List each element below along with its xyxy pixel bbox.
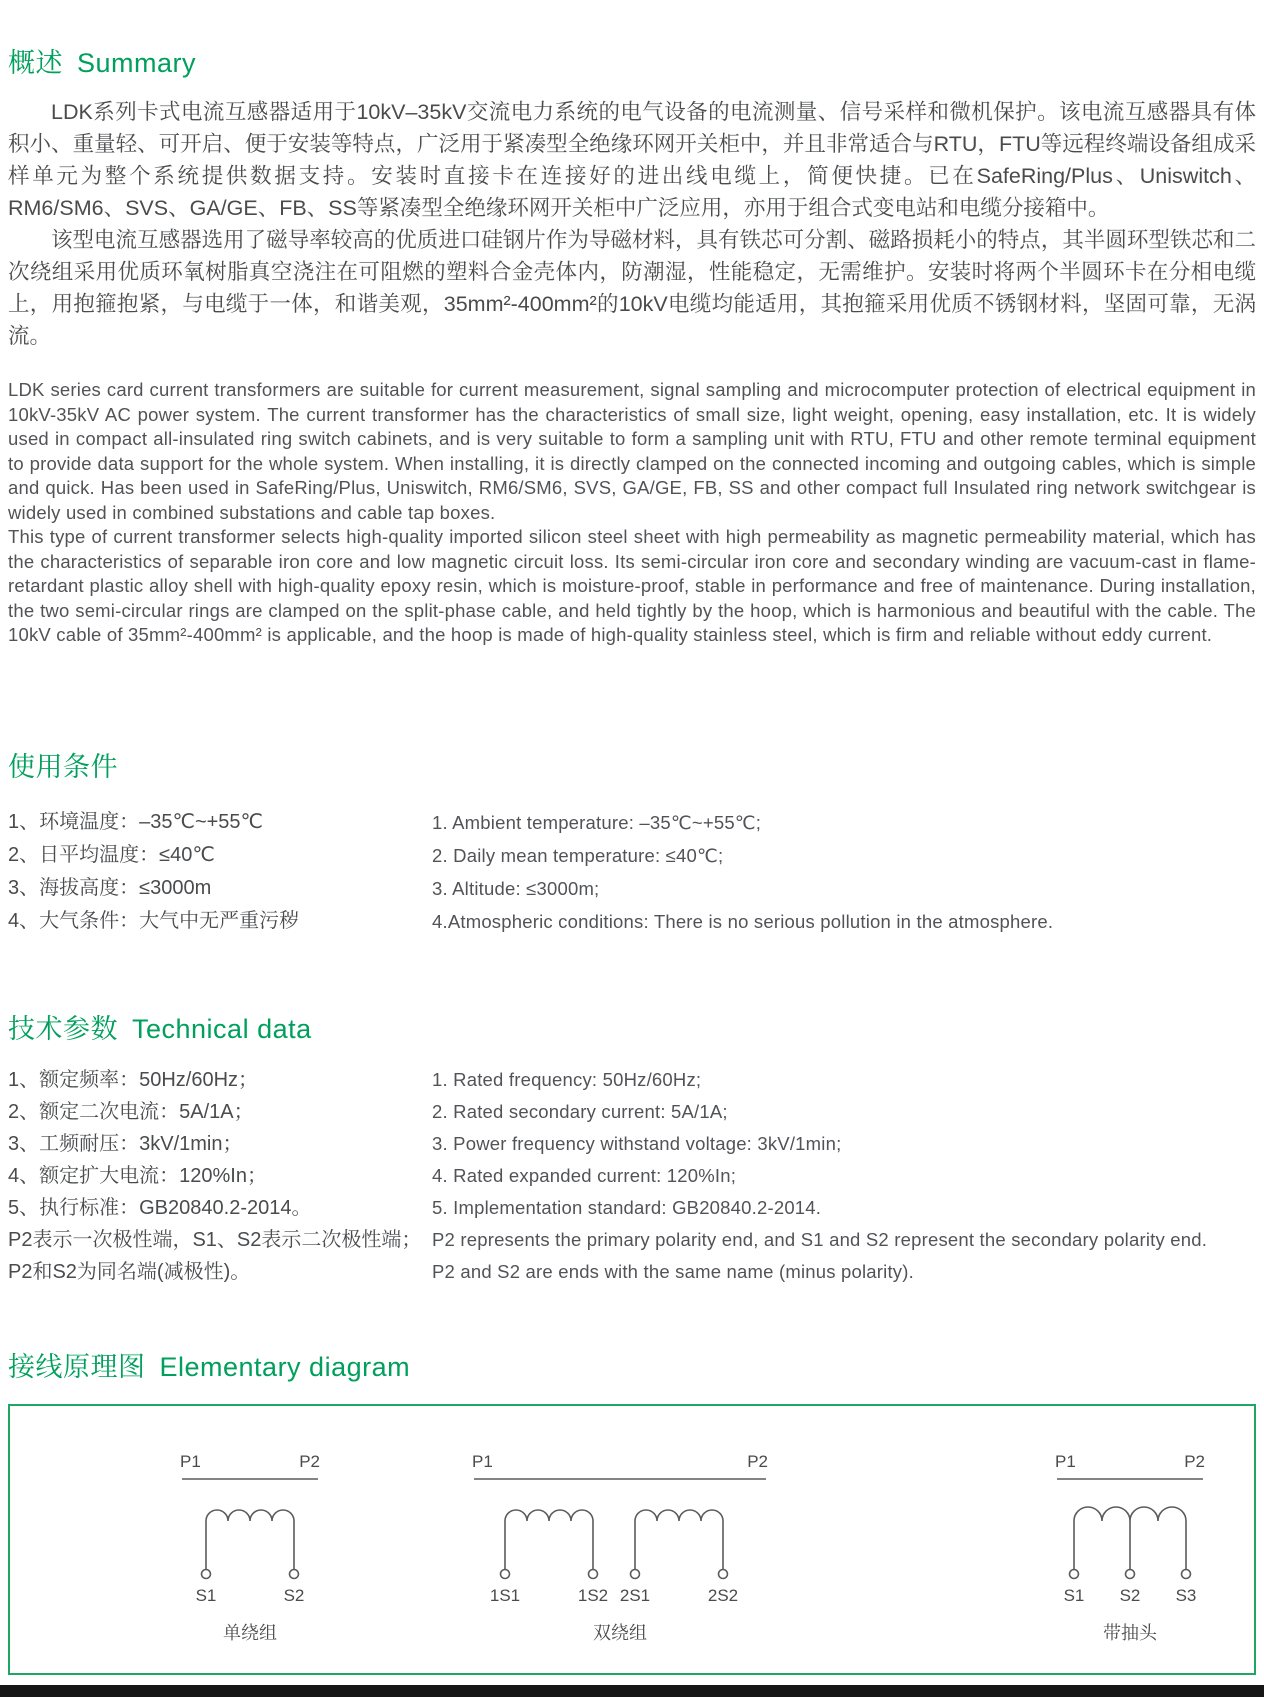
tech-item-zh: 5、执行标准：GB20840.2-2014。: [8, 1196, 312, 1219]
tech-note-zh: P2表示一次极性端，S1、S2表示二次极性端；: [8, 1228, 422, 1251]
diagram-caption: 带抽头: [1103, 1622, 1157, 1643]
tech-item-en: 5. Implementation standard: GB20840.2-2014.: [432, 1196, 822, 1218]
terminal-label-p2: P2: [299, 1451, 320, 1471]
terminal-label-p1: P1: [472, 1451, 493, 1471]
usage-heading: [8, 748, 1256, 786]
summary-heading-zh: 概述: [8, 48, 63, 78]
usage-row: [8, 806, 1256, 839]
tech-note-zh: P2和S2为同名端(减极性)。: [8, 1260, 251, 1283]
summary-en-paragraph: LDK series card current transformers are suitable for current measurement, signal sampling and microcomputer protection of electrical equipment in 10kV-35kV AC power system. The current transformer has the characteristics of small size, light weight, opening, easy installation, etc. It is widely used in compact all-insulated ring switch cabinets, and is very suitable to form a sampling unit with RTU, FTU and other remote terminal equipment to provide data support for the whole system. When installing, it is directly clamped on the connected incoming and outgoing cables, which is simple and quick. Has been used in SafeRing/Plus, Uniswitch, RM6/SM6, SVS, GA/GE, FB, SS and other compact full Insulated ring network switchgear is widely used in combined substations and cable tap boxes.: [8, 379, 1256, 523]
terminal-label-p2: P2: [747, 1451, 768, 1471]
tech-row: [8, 1160, 1256, 1192]
usage-item-zh: 3、海拔高度：≤3000m: [8, 876, 212, 899]
usage-item-en: 3. Altitude: ≤3000m;: [432, 877, 600, 899]
tech-item-zh: 2、额定二次电流：5A/1A；: [8, 1100, 254, 1123]
summary-zh-paragraph: LDK系列卡式电流互感器适用于10kV–35kV交流电力系统的电气设备的电流测量、信号采样和微机保护。该电流互感器具有体积小、重量轻、可开启、便于安装等特点，广泛用于紧凑型全绝缘环网开关柜中，并且非常适合与RTU，FTU等远程终端设备组成采样单元为整个系统提供数据支持。安装时直接卡在连接好的进出线电缆上，简便快捷。已在SafeRing/Plus、Uniswitch、RM6/SM6、SVS、GA/GE、FB、SS等紧凑型全绝缘环网开关柜中广泛应用，亦用于组合式变电站和电缆分接箱中。: [8, 100, 1256, 220]
usage-item-en: 1. Ambient temperature: –35℃~+55℃;: [432, 811, 762, 833]
diagram-heading-zh: 接线原理图: [8, 1351, 146, 1382]
summary-en-paragraph: This type of current transformer selects high-quality imported silicon steel sheet with high permeability as magnetic permeability material, which has the characteristics of separable iron core and low magnetic circuit loss. Its semi-circular iron core and secondary winding are vacuum-cast in flame-retardant plastic alloy shell with high-quality epoxy resin, which is moisture-proof, stable in performance and free of maintenance. During installation, the two semi-circular rings are clamped on the split-phase cable, and held tightly by the hoop, which is harmonious and beautiful with the cable. The 10kV cable of 35mm²-400mm² is applicable, and the hoop is made of high-quality stainless steel, which is firm and reliable without eddy current.: [8, 526, 1256, 645]
terminal-label-s3: S3: [1175, 1585, 1197, 1605]
double-winding-schematic: [460, 1451, 780, 1609]
tech-note-en: P2 represents the primary polarity end, and S1 and S2 represent the secondary polarity end.: [432, 1228, 1208, 1250]
secondary-coil-1: [505, 1510, 593, 1521]
winding-diagram-double: [460, 1451, 780, 1645]
terminal-label-s1: S1: [195, 1585, 217, 1605]
usage-row: [8, 839, 1256, 872]
tech-note-en: P2 and S2 are ends with the same name (minus polarity).: [432, 1260, 914, 1282]
terminal-circle: [290, 1569, 299, 1578]
summary-heading-en: Summary: [77, 48, 197, 78]
secondary-coil-2: [635, 1510, 723, 1521]
tech-item-zh: 1、额定频率：50Hz/60Hz；: [8, 1068, 259, 1091]
diagram-heading-en: Elementary diagram: [159, 1351, 411, 1382]
terminal-circle: [719, 1569, 728, 1578]
usage-item-zh: 2、日平均温度：≤40℃: [8, 843, 215, 866]
tech-row: [8, 1064, 1256, 1096]
usage-item-en: 4.Atmospheric conditions: There is no serious pollution in the atmosphere.: [432, 910, 1054, 932]
usage-item-zh: 1、环境温度：–35℃~+55℃: [8, 810, 264, 833]
tech-item-zh: 3、工频耐压：3kV/1min；: [8, 1132, 243, 1155]
tech-item-en: 1. Rated frequency: 50Hz/60Hz;: [432, 1068, 702, 1090]
secondary-coil: [1074, 1507, 1186, 1521]
technical-heading-en: Technical data: [132, 1013, 312, 1044]
terminal-circle: [501, 1569, 510, 1578]
tech-item-en: 4. Rated expanded current: 120%In;: [432, 1164, 737, 1186]
section-technical-data: [8, 1010, 1256, 1288]
tech-item-en: 3. Power frequency withstand voltage: 3kV/1min;: [432, 1132, 842, 1154]
usage-row: [8, 905, 1256, 938]
tech-row: [8, 1192, 1256, 1224]
diagram-caption: 双绕组: [593, 1622, 647, 1643]
secondary-coil: [206, 1510, 294, 1521]
terminal-circle: [631, 1569, 640, 1578]
terminal-label-2s1: 2S1: [619, 1585, 651, 1605]
technical-heading-zh: 技术参数: [8, 1013, 118, 1044]
usage-list: [8, 806, 1256, 938]
tech-note-row: [8, 1224, 1256, 1256]
terminal-label-s2: S2: [283, 1585, 305, 1605]
tech-row: [8, 1096, 1256, 1128]
page-footer-bar: [0, 1685, 1264, 1697]
usage-heading-zh: 使用条件: [8, 751, 118, 782]
diagram-heading: [8, 1348, 1256, 1386]
section-usage-conditions: [8, 748, 1256, 938]
tech-item-zh: 4、额定扩大电流：120%In；: [8, 1164, 267, 1187]
single-winding-schematic: [150, 1451, 350, 1609]
terminal-circle: [1126, 1569, 1135, 1578]
winding-diagram-tapped: [1025, 1451, 1235, 1645]
terminal-label-p1: P1: [180, 1451, 201, 1471]
terminal-label-1s1: 1S1: [489, 1585, 521, 1605]
diagram-caption: 单绕组: [223, 1622, 277, 1643]
summary-zh-paragraph: 该型电流互感器选用了磁导率较高的优质进口硅钢片作为导磁材料，具有铁芯可分割、磁路损耗小的特点，其半圆环型铁芯和二次绕组采用优质环氧树脂真空浇注在可阻燃的塑料合金壳体内，防潮湿，性能稳定，无需维护。安装时将两个半圆环卡在分相电缆上，用抱箍抱紧，与电缆于一体，和谐美观，35mm²-400mm²的10kV电缆均能适用，其抱箍采用优质不锈钢材料，坚固可靠，无涡流。: [8, 228, 1256, 348]
terminal-circle: [1070, 1569, 1079, 1578]
diagram-box: [8, 1404, 1256, 1675]
section-summary: [8, 44, 1256, 648]
terminal-label-s2: S2: [1119, 1585, 1141, 1605]
terminal-label-p2: P2: [1184, 1451, 1205, 1471]
tech-row: [8, 1128, 1256, 1160]
tapped-winding-schematic: [1025, 1451, 1235, 1609]
section-elementary-diagram: [8, 1348, 1256, 1386]
terminal-label-1s2: 1S2: [577, 1585, 609, 1605]
terminal-label-s1: S1: [1063, 1585, 1085, 1605]
usage-item-en: 2. Daily mean temperature: ≤40℃;: [432, 844, 724, 866]
terminal-circle: [202, 1569, 211, 1578]
terminal-label-p1: P1: [1055, 1451, 1076, 1471]
terminal-label-2s2: 2S2: [707, 1585, 739, 1605]
usage-item-zh: 4、大气条件：大气中无严重污秽: [8, 909, 300, 932]
terminal-circle: [589, 1569, 598, 1578]
technical-list: [8, 1064, 1256, 1288]
usage-row: [8, 872, 1256, 905]
terminal-circle: [1182, 1569, 1191, 1578]
summary-heading: [8, 44, 1256, 82]
tech-note-row: [8, 1256, 1256, 1288]
technical-heading: [8, 1010, 1256, 1048]
tech-item-en: 2. Rated secondary current: 5A/1A;: [432, 1100, 728, 1122]
winding-diagram-single: [150, 1451, 350, 1645]
